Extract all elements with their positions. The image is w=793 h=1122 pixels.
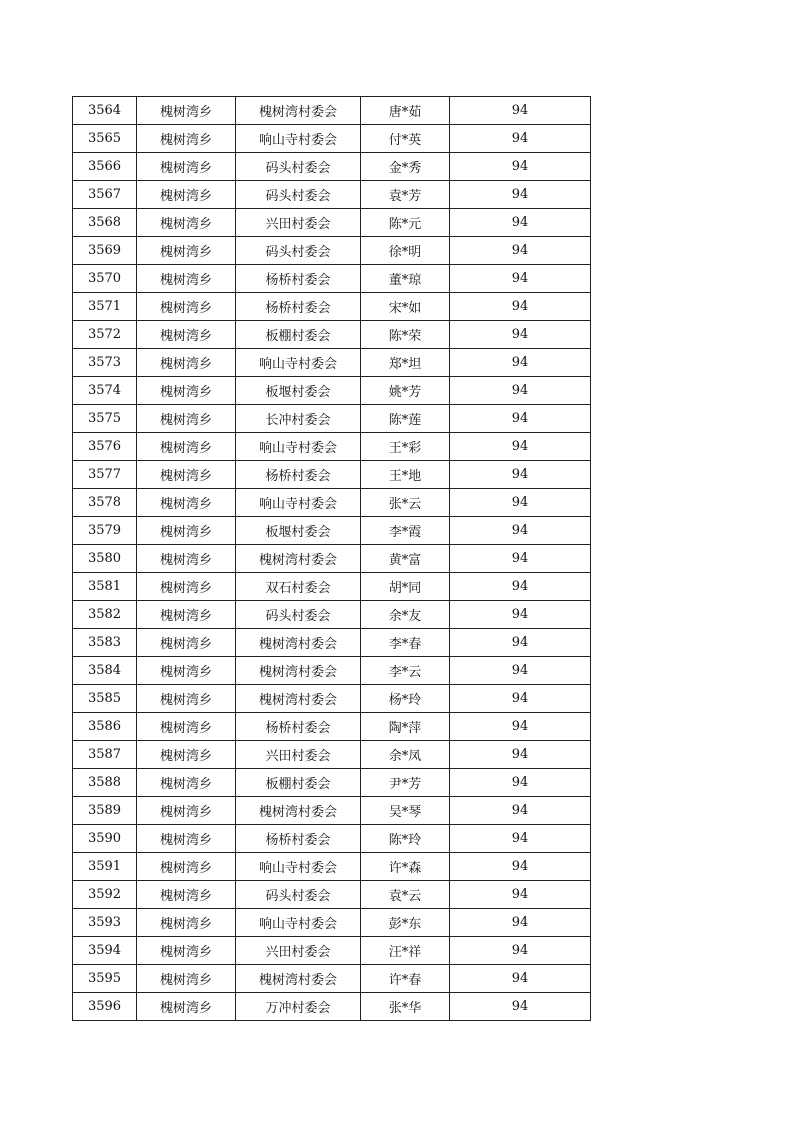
township-cell: 槐树湾乡 xyxy=(137,349,236,377)
table-row xyxy=(73,433,591,461)
village-committee-cell: 码头村委会 xyxy=(236,153,361,181)
village-committee-cell: 长冲村委会 xyxy=(236,405,361,433)
score-cell: 94 xyxy=(450,853,591,881)
serial-number-cell: 3593 xyxy=(73,909,137,937)
village-committee-cell: 万冲村委会 xyxy=(236,993,361,1021)
township-cell: 槐树湾乡 xyxy=(137,573,236,601)
person-name-cell: 王*彩 xyxy=(361,433,450,461)
person-name-cell: 唐*茹 xyxy=(361,97,450,125)
score-cell: 94 xyxy=(450,293,591,321)
township-cell: 槐树湾乡 xyxy=(137,209,236,237)
village-committee-cell: 兴田村委会 xyxy=(236,741,361,769)
serial-number-cell: 3574 xyxy=(73,377,137,405)
person-name-cell: 张*华 xyxy=(361,993,450,1021)
table-row xyxy=(73,993,591,1021)
score-cell: 94 xyxy=(450,153,591,181)
village-committee-cell: 板棚村委会 xyxy=(236,769,361,797)
person-name-cell: 郑*坦 xyxy=(361,349,450,377)
table-row xyxy=(73,629,591,657)
score-cell: 94 xyxy=(450,937,591,965)
table-row xyxy=(73,881,591,909)
person-name-cell: 王*地 xyxy=(361,461,450,489)
person-name-cell: 陈*荣 xyxy=(361,321,450,349)
village-committee-cell: 杨桥村委会 xyxy=(236,713,361,741)
person-name-cell: 宋*如 xyxy=(361,293,450,321)
person-name-cell: 胡*同 xyxy=(361,573,450,601)
village-committee-cell: 槐树湾村委会 xyxy=(236,685,361,713)
village-committee-cell: 板棚村委会 xyxy=(236,321,361,349)
serial-number-cell: 3586 xyxy=(73,713,137,741)
village-committee-cell: 槐树湾村委会 xyxy=(236,965,361,993)
serial-number-cell: 3566 xyxy=(73,153,137,181)
township-cell: 槐树湾乡 xyxy=(137,293,236,321)
serial-number-cell: 3591 xyxy=(73,853,137,881)
township-cell: 槐树湾乡 xyxy=(137,853,236,881)
village-committee-cell: 码头村委会 xyxy=(236,601,361,629)
village-committee-cell: 码头村委会 xyxy=(236,237,361,265)
serial-number-cell: 3582 xyxy=(73,601,137,629)
township-cell: 槐树湾乡 xyxy=(137,741,236,769)
township-cell: 槐树湾乡 xyxy=(137,517,236,545)
township-cell: 槐树湾乡 xyxy=(137,657,236,685)
score-cell: 94 xyxy=(450,881,591,909)
table-row xyxy=(73,853,591,881)
township-cell: 槐树湾乡 xyxy=(137,377,236,405)
township-cell: 槐树湾乡 xyxy=(137,545,236,573)
score-cell: 94 xyxy=(450,405,591,433)
table-row xyxy=(73,237,591,265)
serial-number-cell: 3585 xyxy=(73,685,137,713)
village-committee-cell: 响山寺村委会 xyxy=(236,125,361,153)
person-name-cell: 张*云 xyxy=(361,489,450,517)
township-cell: 槐树湾乡 xyxy=(137,685,236,713)
person-name-cell: 余*友 xyxy=(361,601,450,629)
person-name-cell: 袁*芳 xyxy=(361,181,450,209)
table-row xyxy=(73,125,591,153)
table-row xyxy=(73,769,591,797)
person-name-cell: 吴*琴 xyxy=(361,797,450,825)
score-cell: 94 xyxy=(450,517,591,545)
table-row xyxy=(73,685,591,713)
table-row xyxy=(73,797,591,825)
score-cell: 94 xyxy=(450,993,591,1021)
score-cell: 94 xyxy=(450,321,591,349)
person-name-cell: 袁*云 xyxy=(361,881,450,909)
table-row xyxy=(73,601,591,629)
table-row xyxy=(73,349,591,377)
township-cell: 槐树湾乡 xyxy=(137,881,236,909)
village-committee-cell: 槐树湾村委会 xyxy=(236,97,361,125)
village-committee-cell: 板堰村委会 xyxy=(236,517,361,545)
table-row xyxy=(73,909,591,937)
table-row xyxy=(73,825,591,853)
township-cell: 槐树湾乡 xyxy=(137,909,236,937)
table-row xyxy=(73,209,591,237)
score-cell: 94 xyxy=(450,825,591,853)
serial-number-cell: 3567 xyxy=(73,181,137,209)
table-row xyxy=(73,713,591,741)
person-name-cell: 余*凤 xyxy=(361,741,450,769)
township-cell: 槐树湾乡 xyxy=(137,797,236,825)
score-cell: 94 xyxy=(450,97,591,125)
table-row xyxy=(73,377,591,405)
village-committee-cell: 槐树湾村委会 xyxy=(236,657,361,685)
village-committee-cell: 兴田村委会 xyxy=(236,937,361,965)
village-committee-cell: 响山寺村委会 xyxy=(236,349,361,377)
serial-number-cell: 3587 xyxy=(73,741,137,769)
score-cell: 94 xyxy=(450,461,591,489)
person-name-cell: 李*春 xyxy=(361,629,450,657)
serial-number-cell: 3584 xyxy=(73,657,137,685)
serial-number-cell: 3588 xyxy=(73,769,137,797)
table-row xyxy=(73,181,591,209)
township-cell: 槐树湾乡 xyxy=(137,937,236,965)
village-committee-cell: 码头村委会 xyxy=(236,881,361,909)
village-committee-cell: 杨桥村委会 xyxy=(236,293,361,321)
table-row xyxy=(73,517,591,545)
records-table xyxy=(72,96,591,1021)
serial-number-cell: 3570 xyxy=(73,265,137,293)
serial-number-cell: 3581 xyxy=(73,573,137,601)
score-cell: 94 xyxy=(450,349,591,377)
township-cell: 槐树湾乡 xyxy=(137,601,236,629)
township-cell: 槐树湾乡 xyxy=(137,489,236,517)
serial-number-cell: 3572 xyxy=(73,321,137,349)
score-cell: 94 xyxy=(450,573,591,601)
table-row xyxy=(73,461,591,489)
serial-number-cell: 3575 xyxy=(73,405,137,433)
village-committee-cell: 响山寺村委会 xyxy=(236,909,361,937)
village-committee-cell: 槐树湾村委会 xyxy=(236,797,361,825)
serial-number-cell: 3592 xyxy=(73,881,137,909)
serial-number-cell: 3571 xyxy=(73,293,137,321)
serial-number-cell: 3590 xyxy=(73,825,137,853)
village-committee-cell: 兴田村委会 xyxy=(236,209,361,237)
township-cell: 槐树湾乡 xyxy=(137,825,236,853)
township-cell: 槐树湾乡 xyxy=(137,769,236,797)
person-name-cell: 汪*祥 xyxy=(361,937,450,965)
table-row xyxy=(73,265,591,293)
score-cell: 94 xyxy=(450,909,591,937)
serial-number-cell: 3569 xyxy=(73,237,137,265)
serial-number-cell: 3579 xyxy=(73,517,137,545)
score-cell: 94 xyxy=(450,769,591,797)
serial-number-cell: 3576 xyxy=(73,433,137,461)
serial-number-cell: 3565 xyxy=(73,125,137,153)
person-name-cell: 陈*莲 xyxy=(361,405,450,433)
village-committee-cell: 响山寺村委会 xyxy=(236,489,361,517)
table-row xyxy=(73,657,591,685)
score-cell: 94 xyxy=(450,601,591,629)
township-cell: 槐树湾乡 xyxy=(137,237,236,265)
village-committee-cell: 响山寺村委会 xyxy=(236,433,361,461)
village-committee-cell: 杨桥村委会 xyxy=(236,461,361,489)
person-name-cell: 金*秀 xyxy=(361,153,450,181)
township-cell: 槐树湾乡 xyxy=(137,265,236,293)
township-cell: 槐树湾乡 xyxy=(137,321,236,349)
serial-number-cell: 3583 xyxy=(73,629,137,657)
score-cell: 94 xyxy=(450,489,591,517)
serial-number-cell: 3580 xyxy=(73,545,137,573)
person-name-cell: 徐*明 xyxy=(361,237,450,265)
township-cell: 槐树湾乡 xyxy=(137,629,236,657)
score-cell: 94 xyxy=(450,237,591,265)
score-cell: 94 xyxy=(450,209,591,237)
table-row xyxy=(73,153,591,181)
person-name-cell: 陈*元 xyxy=(361,209,450,237)
table-row xyxy=(73,321,591,349)
records-table-body xyxy=(73,97,591,1021)
township-cell: 槐树湾乡 xyxy=(137,461,236,489)
table-row xyxy=(73,573,591,601)
township-cell: 槐树湾乡 xyxy=(137,433,236,461)
person-name-cell: 李*云 xyxy=(361,657,450,685)
person-name-cell: 姚*芳 xyxy=(361,377,450,405)
township-cell: 槐树湾乡 xyxy=(137,153,236,181)
table-row xyxy=(73,545,591,573)
score-cell: 94 xyxy=(450,741,591,769)
serial-number-cell: 3577 xyxy=(73,461,137,489)
serial-number-cell: 3596 xyxy=(73,993,137,1021)
score-cell: 94 xyxy=(450,433,591,461)
township-cell: 槐树湾乡 xyxy=(137,993,236,1021)
person-name-cell: 付*英 xyxy=(361,125,450,153)
person-name-cell: 杨*玲 xyxy=(361,685,450,713)
serial-number-cell: 3573 xyxy=(73,349,137,377)
person-name-cell: 董*琼 xyxy=(361,265,450,293)
score-cell: 94 xyxy=(450,685,591,713)
person-name-cell: 尹*芳 xyxy=(361,769,450,797)
serial-number-cell: 3578 xyxy=(73,489,137,517)
township-cell: 槐树湾乡 xyxy=(137,97,236,125)
score-cell: 94 xyxy=(450,965,591,993)
table-row xyxy=(73,97,591,125)
person-name-cell: 陈*玲 xyxy=(361,825,450,853)
serial-number-cell: 3595 xyxy=(73,965,137,993)
score-cell: 94 xyxy=(450,125,591,153)
township-cell: 槐树湾乡 xyxy=(137,965,236,993)
township-cell: 槐树湾乡 xyxy=(137,181,236,209)
village-committee-cell: 码头村委会 xyxy=(236,181,361,209)
table-row xyxy=(73,741,591,769)
township-cell: 槐树湾乡 xyxy=(137,125,236,153)
score-cell: 94 xyxy=(450,797,591,825)
village-committee-cell: 双石村委会 xyxy=(236,573,361,601)
person-name-cell: 许*森 xyxy=(361,853,450,881)
person-name-cell: 黄*富 xyxy=(361,545,450,573)
table-row xyxy=(73,489,591,517)
table-row xyxy=(73,937,591,965)
score-cell: 94 xyxy=(450,713,591,741)
township-cell: 槐树湾乡 xyxy=(137,405,236,433)
person-name-cell: 许*春 xyxy=(361,965,450,993)
village-committee-cell: 响山寺村委会 xyxy=(236,853,361,881)
serial-number-cell: 3594 xyxy=(73,937,137,965)
score-cell: 94 xyxy=(450,377,591,405)
serial-number-cell: 3564 xyxy=(73,97,137,125)
table-row xyxy=(73,293,591,321)
person-name-cell: 陶*萍 xyxy=(361,713,450,741)
village-committee-cell: 槐树湾村委会 xyxy=(236,629,361,657)
village-committee-cell: 槐树湾村委会 xyxy=(236,545,361,573)
table-row xyxy=(73,405,591,433)
score-cell: 94 xyxy=(450,545,591,573)
person-name-cell: 彭*东 xyxy=(361,909,450,937)
score-cell: 94 xyxy=(450,265,591,293)
score-cell: 94 xyxy=(450,657,591,685)
serial-number-cell: 3568 xyxy=(73,209,137,237)
township-cell: 槐树湾乡 xyxy=(137,713,236,741)
serial-number-cell: 3589 xyxy=(73,797,137,825)
score-cell: 94 xyxy=(450,629,591,657)
village-committee-cell: 杨桥村委会 xyxy=(236,265,361,293)
village-committee-cell: 杨桥村委会 xyxy=(236,825,361,853)
village-committee-cell: 板堰村委会 xyxy=(236,377,361,405)
score-cell: 94 xyxy=(450,181,591,209)
person-name-cell: 李*霞 xyxy=(361,517,450,545)
table-row xyxy=(73,965,591,993)
